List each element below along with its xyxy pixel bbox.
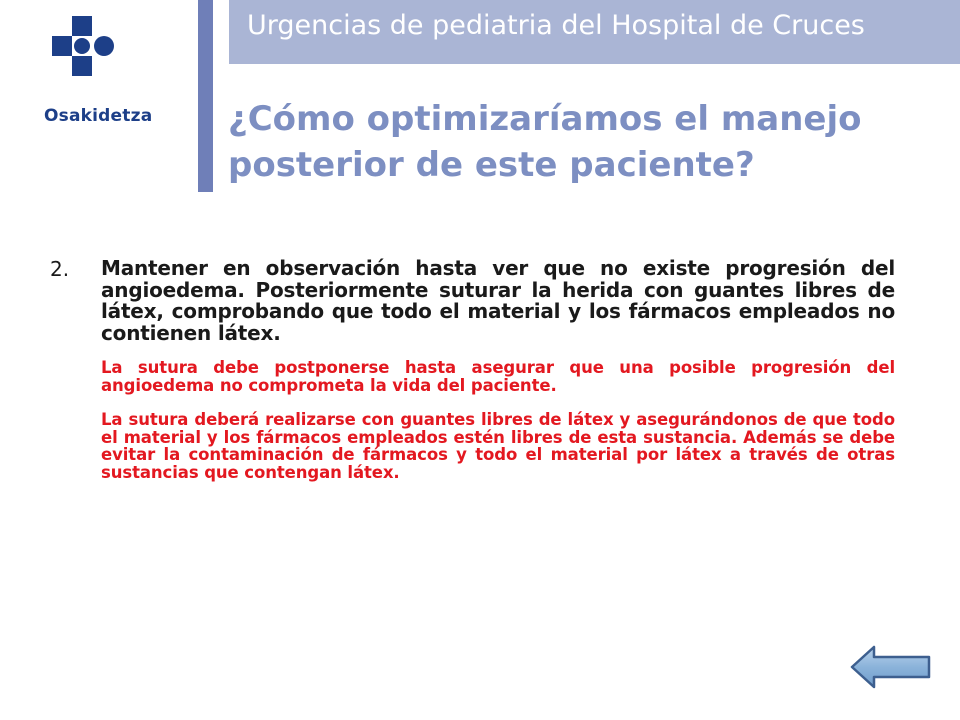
list-item-text: Mantener en observación hasta ver que no existe progresión del angioedema. Posteriormente suturar la herida con guantes libres de látex, comprobando que todo el material y los fármacos empleados no contienen látex. — [101, 256, 895, 345]
back-button[interactable] — [850, 645, 932, 689]
note-text: La sutura debe postponerse hasta asegurar que una posible progresión del angioedema no comprometa la vida del paciente. — [101, 358, 895, 395]
header-vertical-bar — [198, 0, 213, 192]
left-arrow-icon — [850, 645, 932, 689]
note-text: La sutura deberá realizarse con guantes libres de látex y asegurándonos de que todo el material y los fármacos empleados estén libres de esta sustancia. Además se debe evitar la contaminación de fármacos y todo el material por látex a través de otras sustancias que contengan látex. — [101, 410, 895, 482]
osakidetza-cross-icon — [50, 12, 116, 92]
list-item — [50, 258, 895, 481]
osakidetza-logo-text: Osakidetza — [44, 106, 153, 126]
list-item-number: 2. — [50, 257, 70, 281]
osakidetza-logo — [44, 12, 184, 132]
header-band — [229, 0, 960, 64]
header-banner-text: Urgencias de pediatria del Hospital de Cruces — [247, 10, 865, 41]
slide-content — [50, 258, 895, 481]
slide-title: ¿Cómo optimizaríamos el manejo posterior de este paciente? — [228, 99, 862, 185]
